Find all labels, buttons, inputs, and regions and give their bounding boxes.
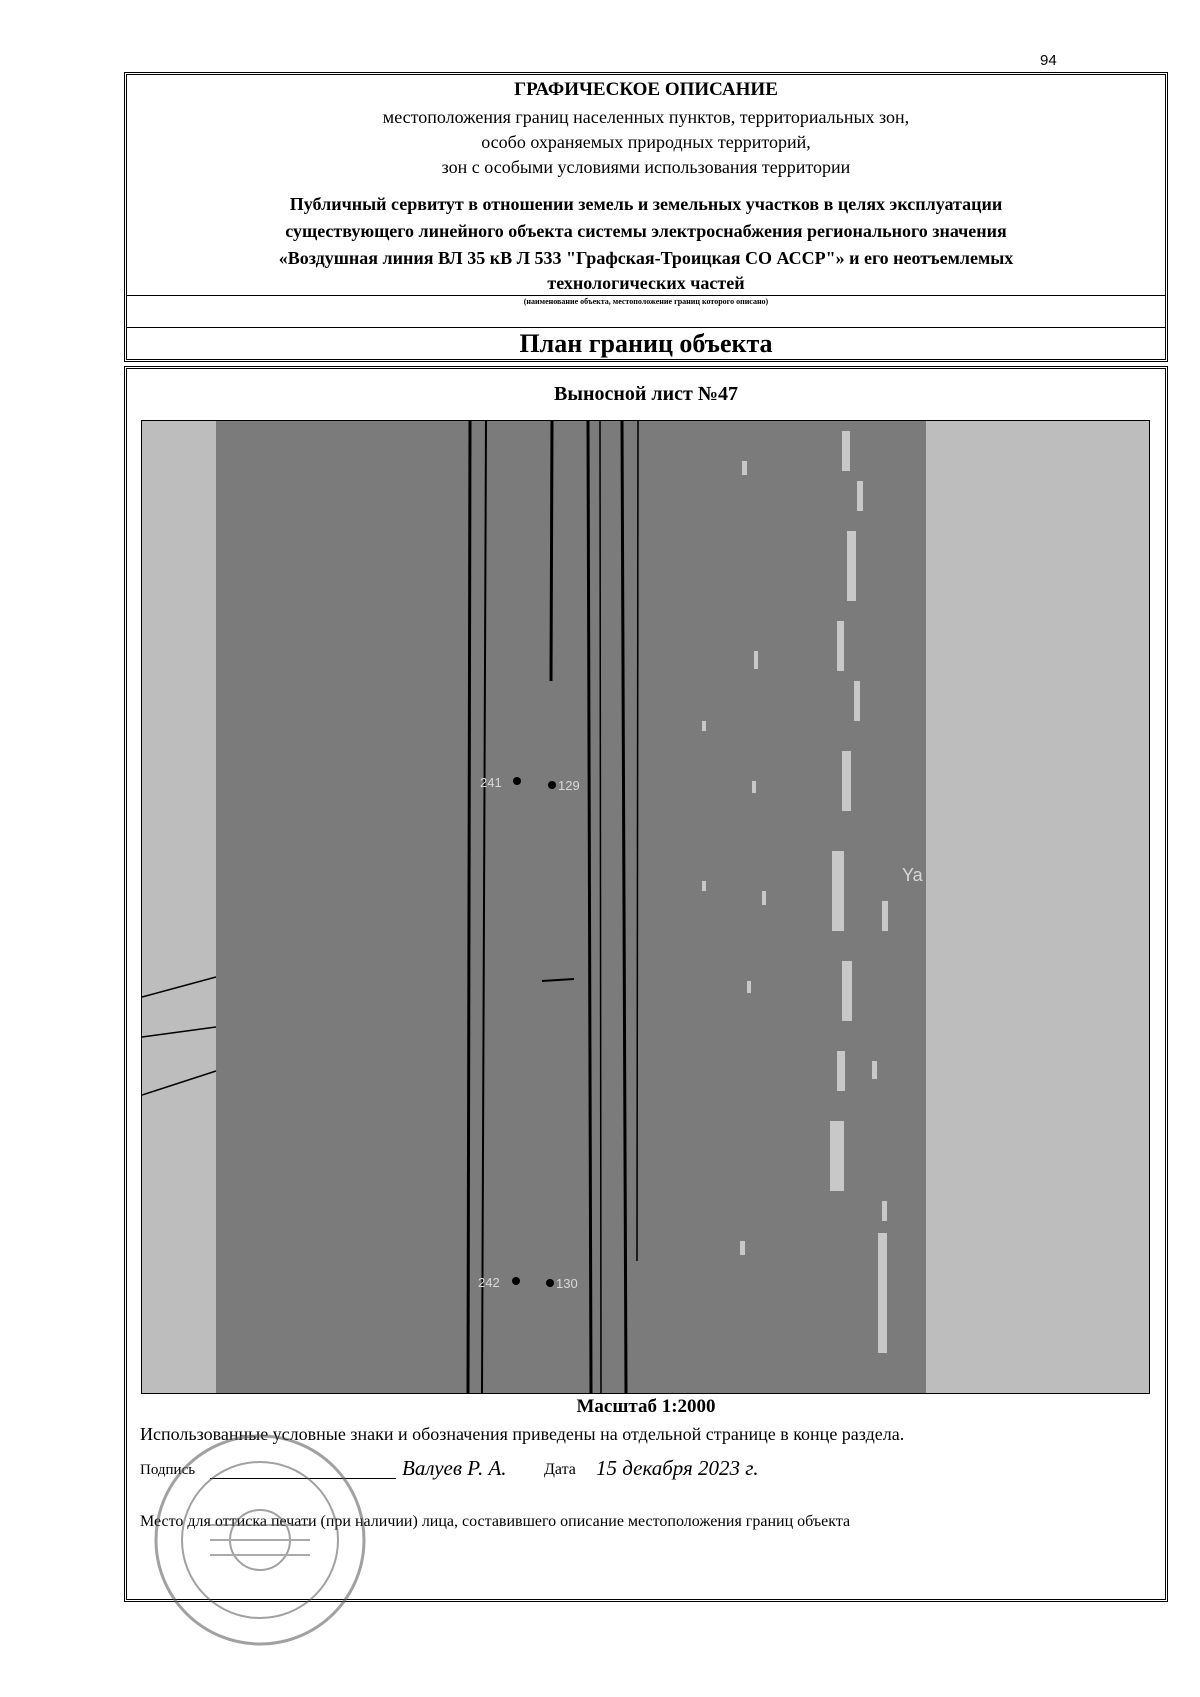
header-frame [124,72,1168,362]
point-marker [512,1277,520,1285]
map-side-text: Ya [902,865,923,885]
point-marker [548,781,556,789]
object-line-4: технологических частей [547,273,745,293]
sheet-title: Выносной лист №47 [554,383,738,405]
dark-area [216,421,926,1393]
point-marker [546,1279,554,1287]
signature-name: Валуев Р. А. [402,1456,507,1480]
map-scale: Масштаб 1:2000 [576,1396,716,1417]
object-line-1: Публичный сервитут в отношении земель и земельных участков в целях эксплуатации [289,194,1003,214]
map-drawing [142,421,1149,1393]
point-label: 242 [478,1275,500,1290]
date-value: 15 декабря 2023 г. [596,1456,759,1480]
object-caption: (наименование объекта, местоположение границ которого описано) [523,297,769,306]
seal-stamp [150,1430,370,1650]
header-divider [127,295,1165,296]
map-plan [141,420,1150,1394]
point-label: 241 [480,775,502,790]
point-label: 129 [558,778,580,793]
legend-note: Использованные условные знаки и обозначения приведены на отдельной странице в конце раздела. [140,1424,905,1444]
subtitle-line-3: зон с особыми условиями использования территории [441,157,851,177]
object-line-3: «Воздушная линия ВЛ 35 кВ Л 533 "Графская-Троицкая СО АССР"» и его неотъемлемых [278,248,1014,268]
seal-note: Место для оттиска печати (при наличии) лица, составившего описание местоположения границ объекта [140,1513,851,1530]
object-line-2: существующего линейного объекта системы электроснабжения регионального значения [285,221,1007,241]
document-title: ГРАФИЧЕСКОЕ ОПИСАНИЕ [514,79,778,100]
page-number: 94 [1040,52,1057,69]
plan-title: План границ объекта [519,329,773,358]
subtitle-line-2: особо охраняемых природных территорий, [481,132,811,152]
subtitle-line-1: местоположения границ населенных пунктов, территориальных зон, [382,107,910,127]
signature-label: Подпись [140,1462,196,1478]
point-label: 130 [556,1276,578,1291]
header-divider [127,327,1165,328]
date-label: Дата [544,1461,576,1478]
point-marker [513,777,521,785]
